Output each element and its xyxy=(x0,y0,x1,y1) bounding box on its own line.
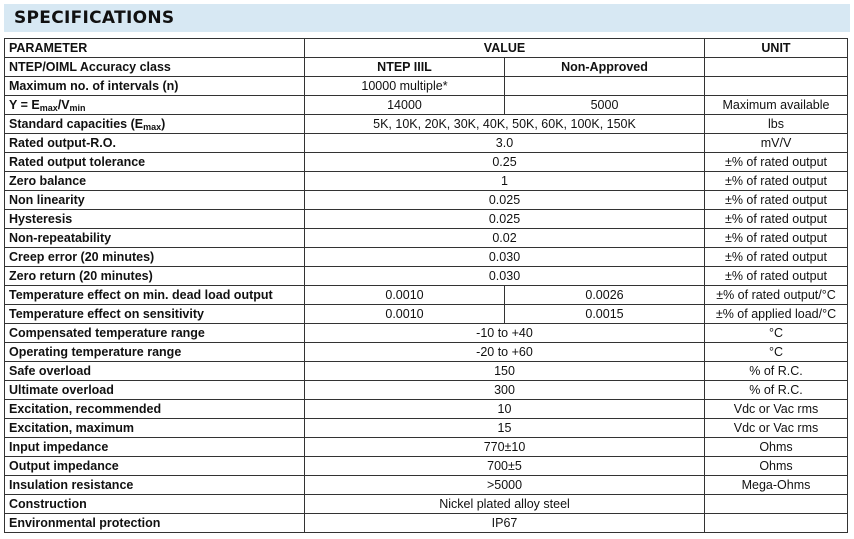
table-row xyxy=(5,362,848,381)
value-cell: 0.030 xyxy=(305,267,705,286)
value-ntep-cell: 0.0010 xyxy=(305,305,505,324)
table-row xyxy=(5,305,848,324)
value-non-approved-cell xyxy=(505,77,705,96)
value-cell: 0.02 xyxy=(305,229,705,248)
unit-cell: ±% of applied load/°C xyxy=(705,305,848,324)
unit-cell: ±% of rated output xyxy=(705,229,848,248)
value-ntep-cell: NTEP IIIL xyxy=(305,58,505,77)
param-cell: $Y = E_{max}/V_{min}$ xyxy=(5,96,305,115)
param-cell: Insulation resistance xyxy=(5,476,305,495)
value-ntep-cell: 0.0010 xyxy=(305,286,505,305)
value-non-approved-cell: 0.0026 xyxy=(505,286,705,305)
param-cell: Compensated temperature range xyxy=(5,324,305,343)
param-cell: Output impedance xyxy=(5,457,305,476)
param-cell: Rated output tolerance xyxy=(5,153,305,172)
value-cell: >5000 xyxy=(305,476,705,495)
unit-cell: ±% of rated output xyxy=(705,191,848,210)
value-cell: Nickel plated alloy steel xyxy=(305,495,705,514)
param-cell: NTEP/OIML Accuracy class xyxy=(5,58,305,77)
table-row xyxy=(5,343,848,362)
value-non-approved-cell: 0.0015 xyxy=(505,305,705,324)
table-row xyxy=(5,58,848,77)
unit-cell: Maximum available xyxy=(705,96,848,115)
param-cell: Construction xyxy=(5,495,305,514)
param-cell: Creep error (20 minutes) xyxy=(5,248,305,267)
table-row xyxy=(5,457,848,476)
param-cell: Safe overload xyxy=(5,362,305,381)
unit-cell: ±% of rated output xyxy=(705,172,848,191)
section-title: SPECIFICATIONS xyxy=(14,8,175,28)
value-non-approved-cell: 5000 xyxy=(505,96,705,115)
table-row xyxy=(5,514,848,533)
param-cell: Ultimate overload xyxy=(5,381,305,400)
param-cell: Zero return (20 minutes) xyxy=(5,267,305,286)
table-header-row xyxy=(5,39,848,58)
value-cell: 700±5 xyxy=(305,457,705,476)
unit-cell: ±% of rated output xyxy=(705,267,848,286)
unit-cell: Mega-Ohms xyxy=(705,476,848,495)
unit-cell xyxy=(705,58,848,77)
param-cell: Zero balance xyxy=(5,172,305,191)
unit-cell: % of R.C. xyxy=(705,381,848,400)
unit-cell: Vdc or Vac rms xyxy=(705,419,848,438)
unit-cell: mV/V xyxy=(705,134,848,153)
value-cell: -10 to +40 xyxy=(305,324,705,343)
header-unit: UNIT xyxy=(705,39,848,58)
value-cell: 770±10 xyxy=(305,438,705,457)
param-cell: Temperature effect on min. dead load output xyxy=(5,286,305,305)
table-row xyxy=(5,229,848,248)
value-cell: 0.25 xyxy=(305,153,705,172)
table-row xyxy=(5,77,848,96)
value-cell: 3.0 xyxy=(305,134,705,153)
param-cell: Excitation, recommended xyxy=(5,400,305,419)
value-cell: -20 to +60 xyxy=(305,343,705,362)
table-row xyxy=(5,248,848,267)
param-cell: Temperature effect on sensitivity xyxy=(5,305,305,324)
table-row xyxy=(5,115,848,134)
unit-cell: % of R.C. xyxy=(705,362,848,381)
section-header xyxy=(4,4,850,32)
unit-cell: ±% of rated output xyxy=(705,248,848,267)
param-cell: Hysteresis xyxy=(5,210,305,229)
value-cell: 15 xyxy=(305,419,705,438)
table-row xyxy=(5,96,848,115)
table-row xyxy=(5,134,848,153)
table-row xyxy=(5,210,848,229)
value-cell: 150 xyxy=(305,362,705,381)
table-row xyxy=(5,438,848,457)
unit-cell: Vdc or Vac rms xyxy=(705,400,848,419)
value-cell: 300 xyxy=(305,381,705,400)
unit-cell: ±% of rated output/°C xyxy=(705,286,848,305)
table-row xyxy=(5,153,848,172)
table-row xyxy=(5,400,848,419)
param-cell: Input impedance xyxy=(5,438,305,457)
value-cell: 5K, 10K, 20K, 30K, 40K, 50K, 60K, 100K, 150K xyxy=(305,115,705,134)
value-cell: 0.030 xyxy=(305,248,705,267)
param-cell: Excitation, maximum xyxy=(5,419,305,438)
unit-cell: Ohms xyxy=(705,438,848,457)
value-cell: 1 xyxy=(305,172,705,191)
table-row xyxy=(5,191,848,210)
unit-cell: °C xyxy=(705,324,848,343)
specifications-table xyxy=(4,38,848,533)
value-cell: 10 xyxy=(305,400,705,419)
unit-cell: lbs xyxy=(705,115,848,134)
param-cell: Non linearity xyxy=(5,191,305,210)
header-value: VALUE xyxy=(305,39,705,58)
param-cell: Rated output-R.O. xyxy=(5,134,305,153)
param-cell: Non-repeatability xyxy=(5,229,305,248)
param-cell: Operating temperature range xyxy=(5,343,305,362)
unit-cell: ±% of rated output xyxy=(705,153,848,172)
unit-cell: Ohms xyxy=(705,457,848,476)
value-cell: 0.025 xyxy=(305,210,705,229)
table-row xyxy=(5,476,848,495)
unit-cell xyxy=(705,514,848,533)
value-ntep-cell: 14000 xyxy=(305,96,505,115)
unit-cell: °C xyxy=(705,343,848,362)
param-cell: Environmental protection xyxy=(5,514,305,533)
table-row xyxy=(5,172,848,191)
table-row xyxy=(5,419,848,438)
value-cell: 0.025 xyxy=(305,191,705,210)
value-cell: IP67 xyxy=(305,514,705,533)
unit-cell: ±% of rated output xyxy=(705,210,848,229)
header-parameter: PARAMETER xyxy=(5,39,305,58)
table-row xyxy=(5,324,848,343)
table-row xyxy=(5,495,848,514)
unit-cell xyxy=(705,495,848,514)
value-non-approved-cell: Non-Approved xyxy=(505,58,705,77)
table-row xyxy=(5,286,848,305)
param-cell: Standard capacities $(E_{max})$ xyxy=(5,115,305,134)
value-ntep-cell: 10000 multiple* xyxy=(305,77,505,96)
unit-cell xyxy=(705,77,848,96)
param-cell: Maximum no. of intervals (n) xyxy=(5,77,305,96)
table-row xyxy=(5,267,848,286)
table-row xyxy=(5,381,848,400)
